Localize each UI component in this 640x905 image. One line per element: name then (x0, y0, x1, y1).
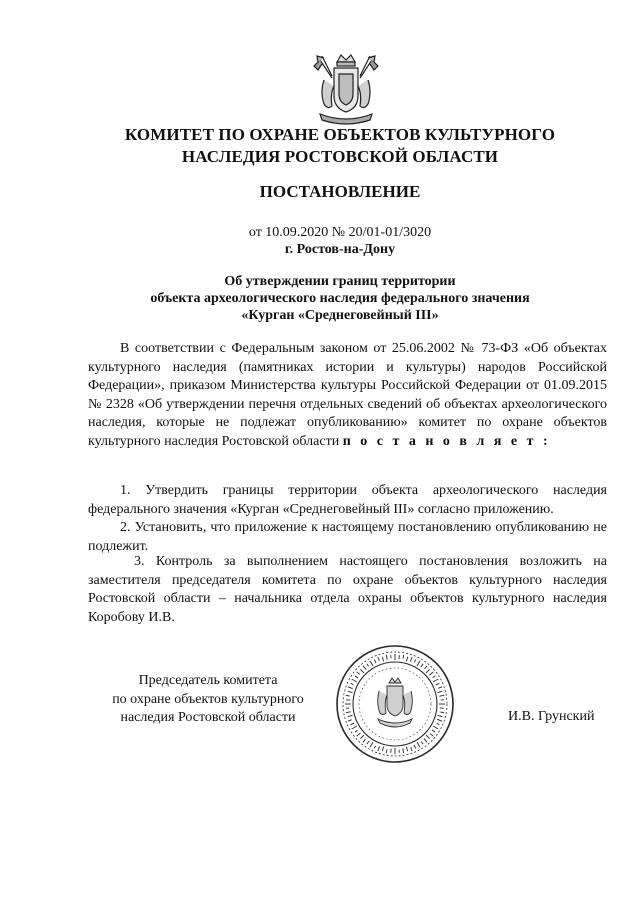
clause-1 (88, 482, 607, 519)
document-subject (50, 273, 630, 324)
city: г. Ростов-на-Дону (284, 242, 396, 257)
signatory-title-line-2: по охране объектов культурного (112, 691, 304, 707)
coat-of-arms-icon (310, 52, 382, 126)
clause-3 (88, 553, 607, 627)
clause-2 (88, 519, 607, 556)
preamble-text: В соответствии с Федеральным законом от 25.06.2002 № 73-ФЗ «Об объектах культурного наследия (памятниках истории и культуры) народов Российской Федерации», приказом Министерства культуры Российской Федерации от 01.09.2015 № 2328 «Об утверждении перечня отдельных сведений об объектах археологического наследия, которые не подлежат опубликованию» комитет по охране объектов культурного наследия Ростовской области (88, 341, 607, 449)
subject-line-2: объекта археологического наследия федерального значения (150, 291, 530, 306)
subject-line-1: Об утверждении границ территории (224, 274, 456, 289)
organization-name (80, 124, 600, 168)
date-number: от 10.09.2020 № 20/01-01/3020 (248, 225, 432, 240)
preamble-paragraph (88, 340, 607, 451)
signatory-title-line-1: Председатель комитета (138, 673, 278, 688)
clause-3-text: 3. Контроль за выполнением настоящего постановления возложить на заместителя председателя комитета по охране объектов культурного наследия Ростовской области – начальника отдела охраны объектов культурного наследия Коробову И.В. (88, 554, 607, 625)
clause-2-text: 2. Установить, что приложение к настоящему постановлению опубликованию не подлежит. (88, 520, 607, 554)
document-type: ПОСТАНОВЛЕНИЕ (259, 182, 421, 201)
organization-line-1: КОМИТЕТ ПО ОХРАНЕ ОБЪЕКТОВ КУЛЬТУРНОГО (124, 125, 556, 144)
clause-1-text: 1. Утвердить границы территории объекта археологического наследия федерального значения «Курган «Среднеговейный III» согласно приложению. (88, 483, 607, 517)
document-meta (80, 224, 600, 258)
decree-word: п о с т а н о в л я е т : (342, 433, 551, 449)
organization-line-2: НАСЛЕДИЯ РОСТОВСКОЙ ОБЛАСТИ (181, 147, 499, 166)
official-seal-icon (334, 643, 456, 765)
signatory-name: И.В. Грунский (508, 709, 595, 724)
subject-line-3: «Курган «Среднеговейный III» (241, 308, 439, 323)
signatory-title-line-3: наследия Ростовской области (120, 710, 296, 725)
signatory-title (108, 672, 308, 728)
